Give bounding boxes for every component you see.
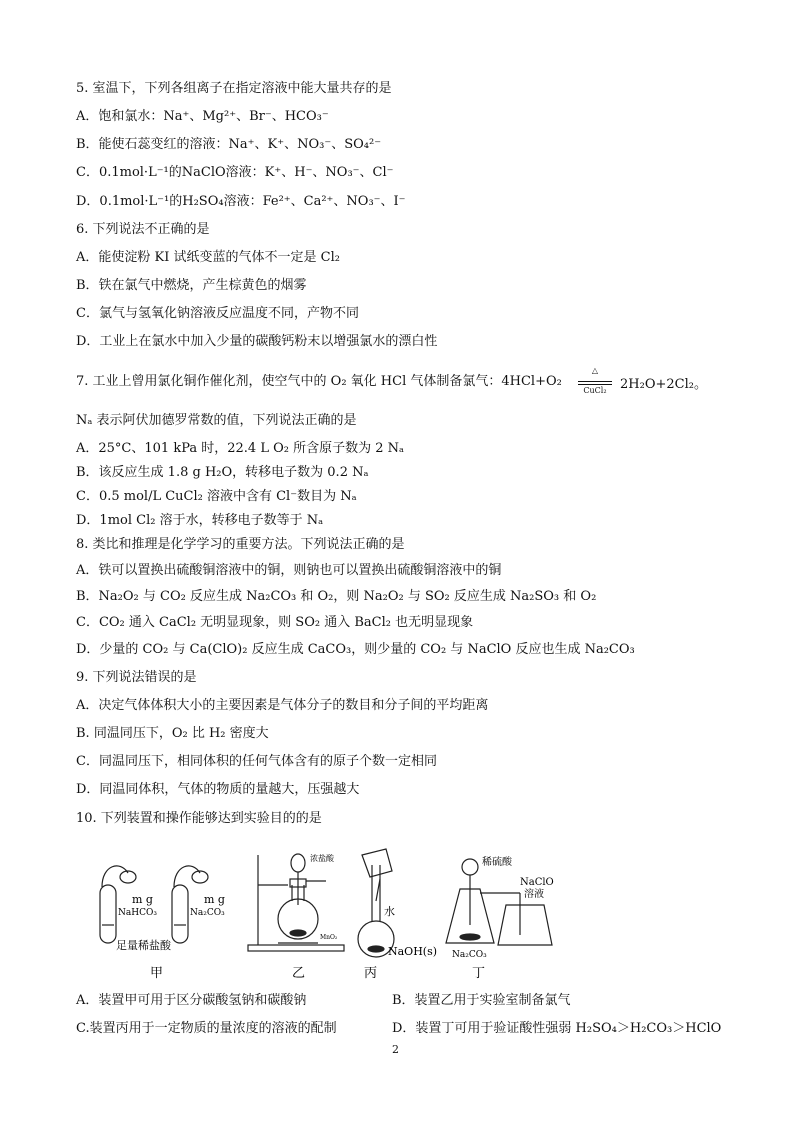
- page-number: 2: [392, 1043, 399, 1056]
- q7-intro: Nₐ 表示阿伏加德罗常数的值，下列说法正确的是: [76, 413, 357, 428]
- ding-acid: 稀硫酸: [482, 857, 512, 868]
- beaker: [362, 849, 392, 877]
- mno2-solid: [290, 930, 306, 936]
- jia-salt1: NaHCO₃: [118, 908, 157, 918]
- q6-option-c: C．氯气与氢氧化钠溶液反应温度不同，产物不同: [76, 306, 359, 321]
- jia-salt2: Na₂CO₃: [190, 908, 225, 918]
- q7-option-d: D．1mol Cl₂ 溶于水，转移电子数等于 Nₐ: [76, 513, 324, 528]
- separatory-funnel: [291, 854, 305, 872]
- apparatus-ding: [446, 859, 552, 945]
- q6-option-d: D．工业上在氯水中加入少量的碳酸钙粉末以增强氯水的漂白性: [76, 334, 438, 349]
- q9-option-a: A．决定气体体积大小的主要因素是气体分子的数目和分子间的平均距离: [76, 698, 489, 713]
- q7-option-b: B．该反应生成 1.8 g H₂O，转移电子数为 0.2 Nₐ: [76, 465, 369, 480]
- bing-water: 水: [384, 905, 395, 918]
- balloon-neck-2: [174, 866, 200, 887]
- balloon-neck-1: [102, 866, 128, 887]
- q5-option-b: B．能使石蕊变红的溶液：Na⁺、K⁺、NO₃⁻、SO₄²⁻: [76, 137, 382, 152]
- apparatus-figures: [80, 845, 740, 985]
- q9-option-b: B. 同温同压下，O₂ 比 H₂ 密度大: [76, 726, 269, 741]
- q10-option-a: A．装置甲可用于区分碳酸氢钠和碳酸钠: [76, 993, 307, 1008]
- q6-option-b: B．铁在氯气中燃烧，产生棕黄色的烟雾: [76, 278, 307, 293]
- q10-option-d: D．装置丁可用于验证酸性强弱 H₂SO₄＞H₂CO₃＞HClO: [392, 1021, 722, 1036]
- q8-option-b: B．Na₂O₂ 与 CO₂ 反应生成 Na₂CO₃ 和 O₂，则 Na₂O₂ 与 SO₂ 反应生成 Na₂SO₃ 和 O₂: [76, 589, 597, 604]
- q9-option-d: D．同温同体积，气体的物质的量越大，压强越大: [76, 782, 360, 797]
- funnel-bulb: [462, 859, 478, 875]
- reaction-arrow-line-2: [578, 384, 612, 385]
- jia-acid: 足量稀盐酸: [116, 939, 171, 952]
- q5-stem: 5. 室温下，下列各组离子在指定溶液中能大量共存的是: [76, 81, 392, 96]
- reaction-condition-heat: △: [591, 366, 599, 375]
- q9-stem: 9. 下列说法错误的是: [76, 670, 197, 685]
- apparatus-bing: [358, 849, 394, 957]
- label-yi: 乙: [292, 966, 306, 981]
- q5-option-a: A．饱和氯水：Na⁺、Mg²⁺、Br⁻、HCO₃⁻: [76, 109, 329, 124]
- q8-option-a: A．铁可以置换出硫酸铜溶液中的铜，则钠也可以置换出硫酸铜溶液中的铜: [76, 563, 502, 578]
- na2co3-solid: [460, 934, 480, 940]
- ding-solid: Na₂CO₃: [452, 950, 487, 960]
- label-ding: 丁: [472, 966, 486, 981]
- test-tube-1: [100, 885, 116, 943]
- label-bing: 丙: [364, 966, 378, 981]
- stand-base: [248, 945, 344, 951]
- reaction-condition-catalyst: CuCl₂: [583, 386, 607, 395]
- q8-option-d: D．少量的 CO₂ 与 Ca(ClO)₂ 反应生成 CaCO₃，则少量的 CO₂ 与 NaClO 反应也生成 Na₂CO₃: [76, 642, 635, 657]
- wash-flask: [498, 905, 552, 945]
- q8-option-c: C．CO₂ 通入 CaCl₂ 无明显现象，则 SO₂ 通入 BaCl₂ 也无明显现象: [76, 615, 474, 630]
- yi-solid: MnO₂: [320, 934, 338, 941]
- q7-option-a: A．25°C、101 kPa 时，22.4 L O₂ 所含原子数为 2 Nₐ: [76, 441, 405, 456]
- test-tube-2: [172, 885, 188, 943]
- q10-option-c: C.装置丙用于一定物质的量浓度的溶液的配制: [76, 1021, 337, 1036]
- q7-option-c: C．0.5 mol/L CuCl₂ 溶液中含有 Cl⁻数目为 Nₐ: [76, 489, 357, 504]
- reaction-arrow-line: [578, 381, 612, 382]
- q6-option-a: A．能使淀粉 KI 试纸变蓝的气体不一定是 Cl₂: [76, 250, 340, 265]
- naoh-solid: [368, 946, 384, 952]
- q7-stem: 7. 工业上曾用氯化铜作催化剂，使空气中的 O₂ 氧化 HCl 气体制备氯气：4HCl+O₂: [76, 374, 562, 389]
- q10-stem: 10. 下列装置和操作能够达到实验目的的是: [76, 811, 322, 826]
- jia-mg1: m g: [132, 893, 153, 906]
- yi-acid: 浓盐酸: [310, 854, 334, 863]
- q6-stem: 6. 下列说法不正确的是: [76, 222, 210, 237]
- apparatus-jia: [100, 866, 208, 943]
- q5-option-c: C．0.1mol·L⁻¹的NaClO溶液：K⁺、H⁻、NO₃⁻、Cl⁻: [76, 165, 394, 180]
- q7-products: 2H₂O+2Cl₂。: [620, 377, 707, 392]
- bing-solid: NaOH(s): [388, 945, 438, 958]
- q10-option-b: B．装置乙用于实验室制备氯气: [392, 993, 571, 1008]
- label-jia: 甲: [150, 966, 164, 981]
- jia-mg2: m g: [204, 893, 225, 906]
- ding-sol1: NaClO: [520, 877, 554, 888]
- q5-option-d: D．0.1mol·L⁻¹的H₂SO₄溶液：Fe²⁺、Ca²⁺、NO₃⁻、I⁻: [76, 194, 406, 209]
- q8-stem: 8. 类比和推理是化学学习的重要方法。下列说法正确的是: [76, 537, 405, 552]
- ding-sol2: 溶液: [524, 889, 544, 900]
- q9-option-c: C．同温同压下，相同体积的任何气体含有的原子个数一定相同: [76, 754, 437, 769]
